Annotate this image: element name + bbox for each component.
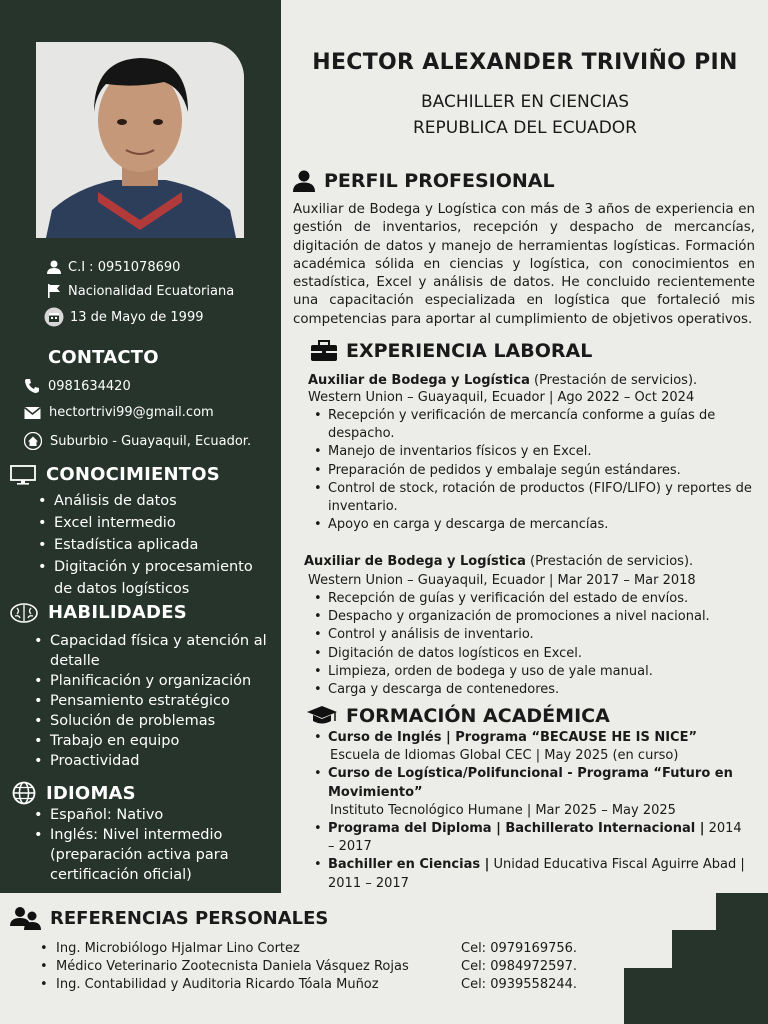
job-bullets-2 [312, 590, 752, 699]
ci-row [46, 259, 180, 275]
languages-list [32, 805, 272, 885]
ci-text: C.I : 0951078690 [68, 259, 181, 275]
list-item: • Limpieza, orden de bodega y uso de yale manual. [312, 663, 752, 681]
list-item: • Solución de problemas [32, 711, 276, 731]
phone-row [24, 378, 131, 394]
flag-icon [46, 283, 62, 299]
phone-icon [24, 378, 40, 394]
user-icon [292, 170, 316, 192]
phone-text: 0981634420 [48, 378, 131, 394]
list-item: • Control y análisis de inventario. [312, 626, 752, 644]
list-item: • Curso de Inglés | Programa “BECAUSE HE IS NICE” Escuela de Idiomas Global CEC | May 2025 (en curso) [312, 729, 752, 765]
mail-icon [24, 406, 41, 420]
briefcase-icon [310, 340, 338, 362]
full-name: HECTOR ALEXANDER TRIVIÑO PIN [312, 50, 738, 75]
list-item: • Español: Nativo [32, 805, 272, 825]
brain-icon [10, 603, 38, 623]
decor-step-3 [624, 968, 768, 1024]
list-item: • Bachiller en Ciencias | Unidad Educativa Fiscal Aguirre Abad | 2011 – 2017 [312, 856, 752, 892]
list-item: • Estadística aplicada [36, 534, 268, 556]
contact-heading: CONTACTO [48, 347, 159, 368]
list-item: • Recepción y verificación de mercancía conforme a guías de despacho. [312, 407, 752, 443]
email-text: hectortrivi99@gmail.com [49, 405, 214, 420]
education-list [312, 729, 752, 893]
list-item: • Capacidad física y atención al detalle [32, 631, 276, 671]
birth-row [44, 307, 204, 327]
experience-heading: EXPERIENCIA LABORAL [310, 340, 592, 362]
references-heading: REFERENCIAS PERSONALES [10, 906, 328, 930]
list-item: • Control de stock, rotación de productos (FIFO/LIFO) y reportes de inventario. [312, 480, 752, 516]
list-item: • Despacho y organización de promociones a nivel nacional. [312, 608, 752, 626]
skills-heading: HABILIDADES [10, 602, 187, 623]
languages-heading: IDIOMAS [12, 781, 136, 805]
subtitle-degree: BACHILLER EN CIENCIAS [420, 92, 630, 112]
job-place-2: Western Union – Guayaquil, Ecuador | Mar 2017 – Mar 2018 [308, 573, 696, 588]
home-icon [24, 432, 42, 450]
birth-text: 13 de Mayo de 1999 [70, 309, 204, 325]
email-row [24, 405, 214, 420]
nationality-row [46, 283, 234, 299]
list-item: • Preparación de pedidos y embalaje según estándares. [312, 462, 752, 480]
calendar-icon [44, 307, 64, 327]
graduation-cap-icon [306, 705, 338, 727]
list-item: • Planificación y organización [32, 671, 276, 691]
list-item: • Recepción de guías y verificación del estado de envíos. [312, 590, 752, 608]
list-item: • Digitación de datos logísticos en Excel. [312, 645, 752, 663]
knowledge-list [36, 490, 268, 600]
skills-list [32, 631, 276, 771]
subtitle-country: REPUBLICA DEL ECUADOR [413, 118, 637, 138]
job-place-1: Western Union – Guayaquil, Ecuador | Ago 2022 – Oct 2024 [308, 390, 695, 405]
list-item: • Manejo de inventarios físicos y en Excel. [312, 443, 752, 461]
monitor-icon [10, 465, 36, 485]
profile-heading: PERFIL PROFESIONAL [292, 170, 555, 192]
knowledge-heading: CONOCIMIENTOS [10, 464, 220, 485]
list-item: • Proactividad [32, 751, 276, 771]
list-item: • Carga y descarga de contenedores. [312, 681, 752, 699]
list-item: • Digitación y procesamiento de datos logísticos [36, 556, 268, 600]
list-item: • Curso de Logística/Polifuncional - Programa “Futuro en Movimiento” Instituto Tecnológico Humane | Mar 2025 – May 2025 [312, 765, 752, 820]
job-title-1: Auxiliar de Bodega y Logística (Prestación de servicios). [308, 373, 698, 388]
education-heading: FORMACIÓN ACADÉMICA [306, 705, 610, 727]
address-row [24, 432, 251, 450]
profile-text: Auxiliar de Bodega y Logística con más de 3 años de experiencia en gestión de inventarios, recepción y despacho de mercancías, digitación de datos y manejo de herramientas logísticas. Formación académica sólida en ciencias y logística, con conocimientos en estadística, Excel y análisis de datos. He concluido recientemente una capacitación especializada en logística que fortaleció mis competencias para aportar al cumplimiento de objetivos operativos. [293, 202, 755, 327]
list-item: • Trabajo en equipo [32, 731, 276, 751]
job-bullets-1 [312, 407, 752, 534]
sidebar [0, 0, 281, 893]
list-item: • Pensamiento estratégico [32, 691, 276, 711]
address-text: Suburbio - Guayaquil, Ecuador. [50, 433, 252, 449]
profile-photo [36, 42, 244, 238]
user-icon [46, 259, 62, 275]
list-item: • Excel intermedio [36, 512, 268, 534]
globe-icon [12, 781, 36, 805]
list-item: • Programa del Diploma | Bachillerato Internacional | 2014 – 2017 [312, 820, 752, 856]
list-item: • Análisis de datos [36, 490, 268, 512]
nationality-text: Nacionalidad Ecuatoriana [68, 283, 235, 299]
job-title-2: Auxiliar de Bodega y Logística (Prestación de servicios). [304, 554, 694, 569]
list-item: • Apoyo en carga y descarga de mercancías. [312, 516, 752, 534]
users-icon [10, 906, 42, 930]
list-item: • Inglés: Nivel intermedio (preparación activa para certificación oficial) [32, 825, 272, 885]
